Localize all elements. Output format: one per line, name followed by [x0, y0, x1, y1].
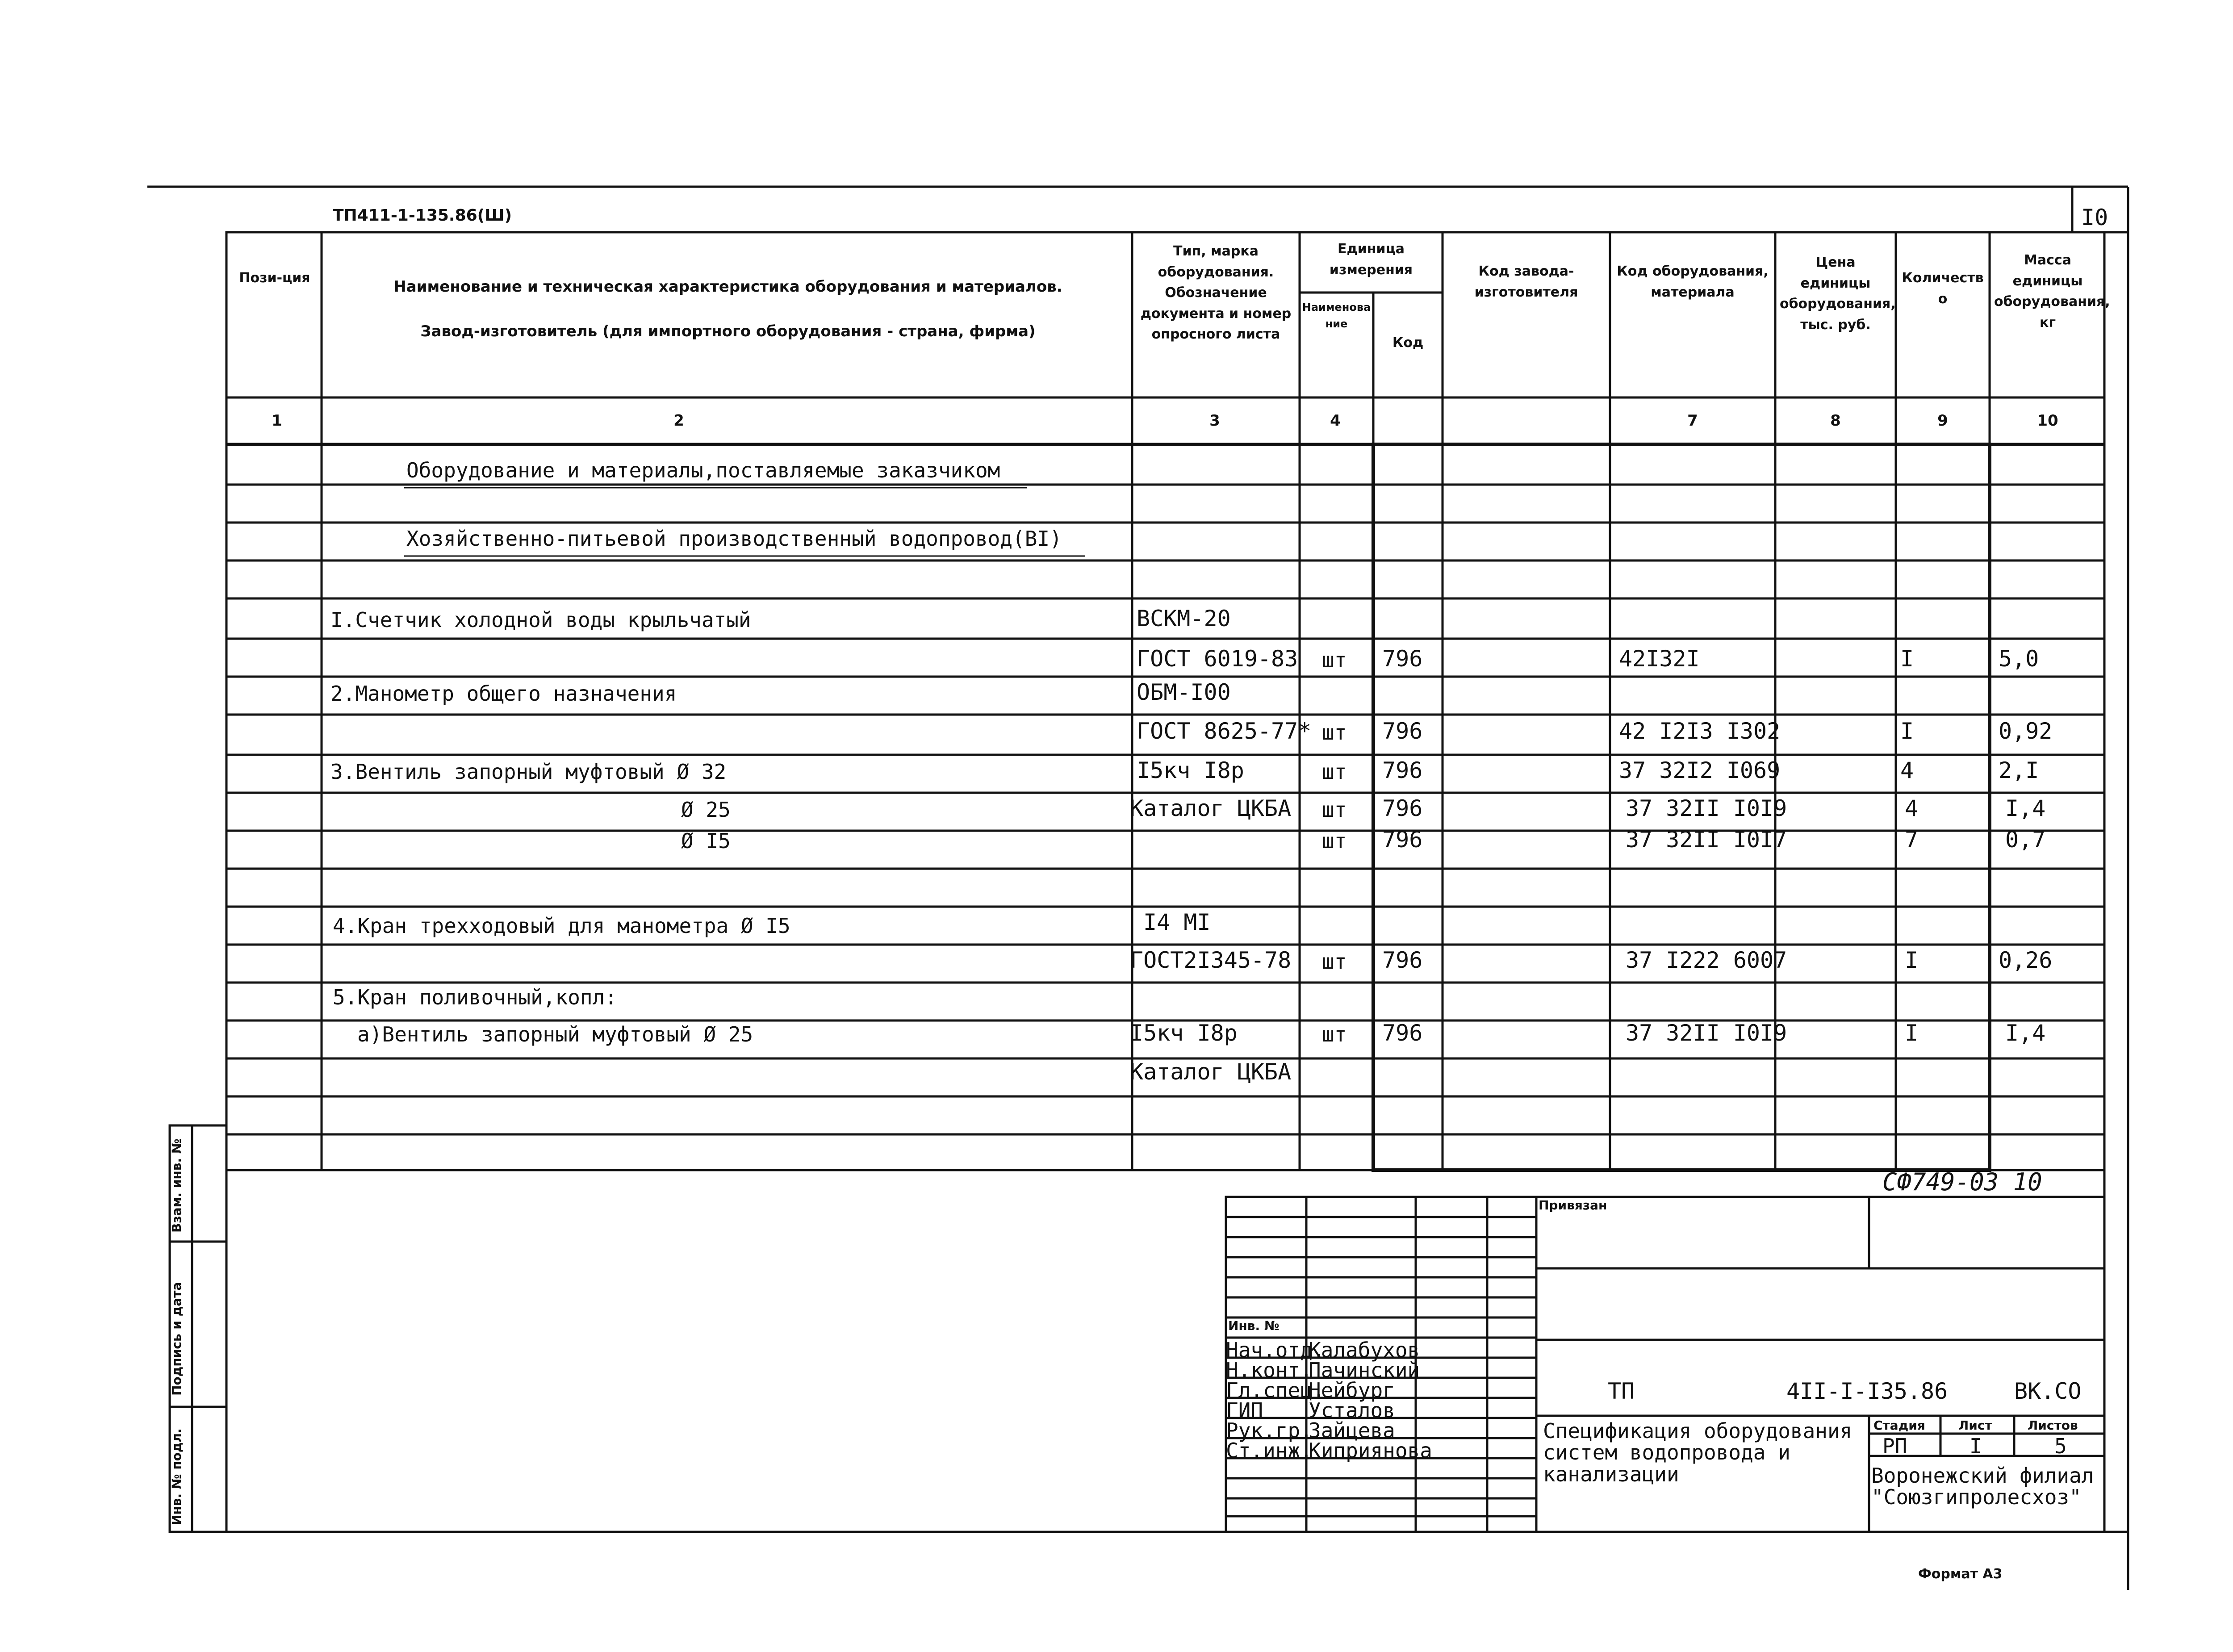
header-quantity: Количество [1902, 270, 1984, 307]
signer-name: Калабухов [1309, 1338, 1420, 1362]
row-unit-code: 796 [1382, 947, 1423, 973]
stamp-tp: ТП [1608, 1378, 1635, 1404]
signer-name: Пачинский [1309, 1358, 1420, 1382]
row-mass: 0,26 [1999, 947, 2053, 973]
signer-role: ГИП [1226, 1398, 1263, 1422]
stamp-project: 4II-I-I35.86 [1786, 1378, 1948, 1404]
row-unit-code: 796 [1382, 1020, 1423, 1046]
stamp-sheets: 5 [2054, 1434, 2067, 1458]
row-name: 2.Манометр общего назначения [330, 682, 677, 706]
row-quantity: I [1900, 718, 1914, 744]
header-plant-code: Код завода-изготовителя [1474, 263, 1578, 300]
row-type: I4 МI [1143, 909, 1211, 935]
header-unit: Единица измерения [1329, 241, 1413, 278]
row-type: ОБМ-I00 [1137, 679, 1231, 705]
row-unit: шт [1322, 648, 1347, 672]
stamp-stage-header: Стадия [1873, 1418, 1925, 1433]
signer-role: Рук.гр. [1226, 1418, 1313, 1443]
stamp-sheet: I [1970, 1434, 1982, 1458]
row-quantity: 4 [1905, 795, 1919, 821]
row-unit: шт [1322, 949, 1347, 974]
row-type: ВСКМ-20 [1137, 606, 1231, 632]
row-quantity: I [1905, 947, 1919, 973]
row-type: Каталог ЦКБА [1130, 1059, 1292, 1085]
stamp-organization: Воронежский филиал "Союзгипролесхоз" [1871, 1464, 2094, 1510]
col-number: 7 [1687, 412, 1698, 430]
signer-role: Нач.отд. [1226, 1338, 1325, 1362]
header-unit-code: Код [1392, 335, 1424, 351]
row-unit: шт [1322, 798, 1347, 822]
row-unit: шт [1322, 1022, 1347, 1046]
row-mass: I,4 [2005, 795, 2046, 821]
row-quantity: 4 [1900, 757, 1914, 783]
doc-code-top: ТП411-1-135.86(Ш) [333, 206, 512, 225]
signer-name: Зайцева [1309, 1418, 1395, 1443]
row-type: ГОСТ2I345-78 [1130, 947, 1292, 973]
row-equipment-code: 37 32II I0I9 [1626, 795, 1787, 821]
row-unit-code: 796 [1382, 646, 1423, 672]
header-price: Цена единицы оборудования, тыс. руб. [1780, 255, 1896, 333]
row-unit: шт [1322, 720, 1347, 744]
stamp-number: СФ749-03 10 [1882, 1168, 2042, 1196]
header-mass: Масса единицы оборудования, кг [1994, 252, 2110, 330]
row-mass: 2,I [1999, 757, 2039, 783]
stamp-tied: Привязан [1539, 1198, 1607, 1213]
signer-name: Киприянова [1309, 1439, 1432, 1463]
row-type: ГОСТ 6019-83 [1137, 646, 1298, 672]
row-mass: 0,92 [1999, 718, 2053, 744]
row-unit: шт [1322, 760, 1347, 784]
col-number: 3 [1209, 412, 1220, 430]
col-number: 10 [2037, 412, 2058, 430]
row-name: Ø I5 [681, 829, 731, 853]
row-equipment-code: 37 I222 6007 [1626, 947, 1787, 973]
stamp-title: Спецификация оборудования систем водопровода и канализации [1543, 1419, 1852, 1486]
row-unit-code: 796 [1382, 757, 1423, 783]
row-type: I5кч I8р [1130, 1020, 1238, 1046]
stamp-inv: Инв. № [1228, 1318, 1280, 1333]
row-unit-code: 796 [1382, 718, 1423, 744]
col-number: 4 [1330, 412, 1341, 430]
col-number: 1 [272, 412, 282, 430]
row-mass: 5,0 [1999, 646, 2039, 672]
row-type: Каталог ЦКБА [1130, 795, 1292, 821]
signer-name: Усталов [1309, 1398, 1395, 1422]
row-quantity: I [1905, 1020, 1919, 1046]
sidebar-signature-date: Подпись и дата [169, 1282, 184, 1396]
section-title: Хозяйственно-питьевой производственный водопровод(BI) [406, 527, 1062, 551]
header-type: Тип, марка оборудования. Обозначение документа и номер опросного листа [1140, 243, 1292, 342]
sheet-corner-number: I0 [2081, 205, 2108, 230]
col-number: 2 [673, 412, 684, 430]
row-unit-code: 796 [1382, 795, 1423, 821]
stamp-stage: РП [1882, 1434, 1907, 1458]
row-mass: 0,7 [2005, 827, 2046, 853]
row-name: 4.Кран трехходовый для манометра Ø I5 [333, 914, 790, 938]
row-name: а)Вентиль запорный муфтовый Ø 25 [357, 1022, 753, 1046]
header-name: Наименование и техническая характеристика оборудования и материалов. [393, 278, 1062, 296]
signer-role: Н.конт. [1226, 1358, 1313, 1382]
row-unit-code: 796 [1382, 827, 1423, 853]
row-equipment-code: 42 I2I3 I302 [1619, 718, 1781, 744]
header-position: Пози-ция [239, 270, 310, 286]
row-name: 5.Кран поливочный,копл: [333, 985, 617, 1009]
row-quantity: I [1900, 646, 1914, 672]
section-title: Оборудование и материалы,поставляемые заказчиком [406, 458, 1000, 482]
row-type: ГОСТ 8625-77* [1137, 718, 1312, 744]
row-mass: I,4 [2005, 1020, 2046, 1046]
stamp-sheet-header: Лист [1958, 1418, 1992, 1433]
paper-format: Формат А3 [1918, 1566, 2003, 1582]
sidebar-replace-inv: Взам. инв. № [169, 1138, 184, 1233]
signer-role: Гл.спец. [1226, 1378, 1325, 1402]
header-equipment-code: Код оборудования, материала [1617, 263, 1769, 300]
row-quantity: 7 [1905, 827, 1919, 853]
header-manufacturer: Завод-изготовитель (для импортного оборудования - страна, фирма) [420, 322, 1036, 340]
row-name: 3.Вентиль запорный муфтовый Ø 32 [330, 760, 727, 784]
stamp-mark: ВК.СО [2014, 1378, 2082, 1404]
signer-name: Нейбург [1309, 1378, 1395, 1402]
row-equipment-code: 42I32I [1619, 646, 1700, 672]
col-number: 8 [1830, 412, 1841, 430]
col-number: 9 [1937, 412, 1948, 430]
header-unit-name: Наименование [1302, 301, 1371, 330]
row-equipment-code: 37 32II I0I9 [1626, 1020, 1787, 1046]
row-name: Ø 25 [681, 798, 731, 822]
row-unit: шт [1322, 829, 1347, 853]
signer-role: Ст.инж. [1226, 1439, 1313, 1463]
row-equipment-code: 37 32I2 I069 [1619, 757, 1781, 783]
row-equipment-code: 37 32II I0I7 [1626, 827, 1787, 853]
row-type: I5кч I8р [1137, 757, 1244, 783]
stamp-sheets-header: Листов [2028, 1418, 2078, 1433]
sidebar-original-inv: Инв. № подл. [169, 1428, 184, 1525]
row-name: I.Счетчик холодной воды крыльчатый [330, 608, 751, 632]
